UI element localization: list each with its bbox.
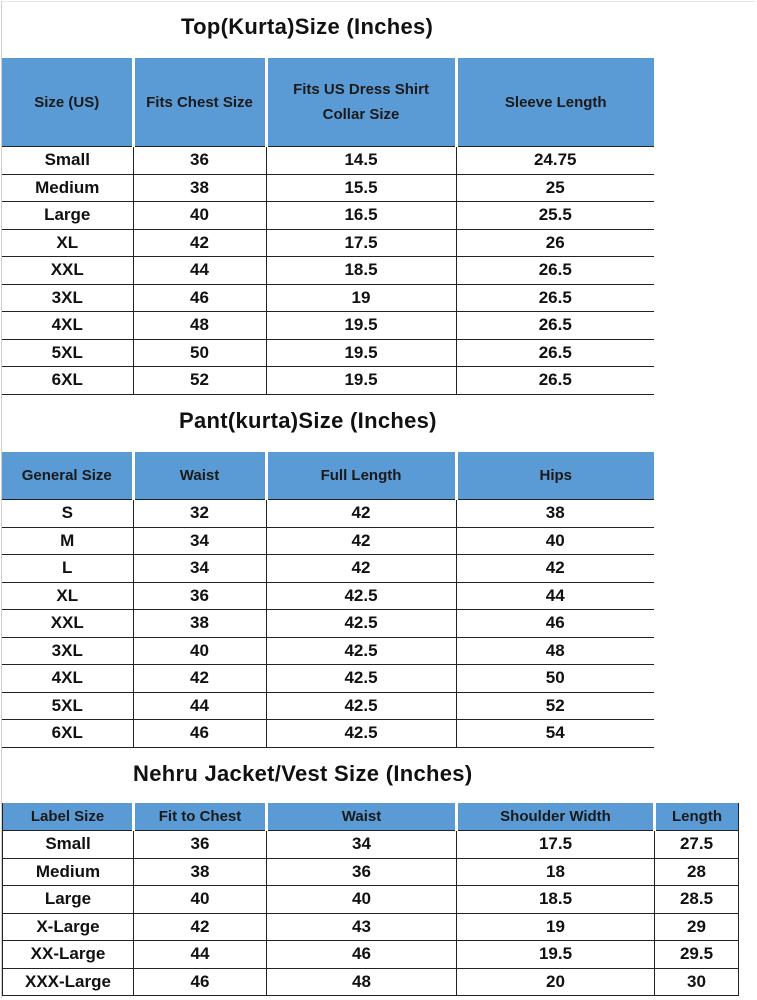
measurement-cell: 44 xyxy=(133,257,266,285)
size-label-cell: 4XL xyxy=(2,312,133,340)
table-row xyxy=(2,637,654,665)
measurement-cell: 26.5 xyxy=(456,339,654,367)
measurement-cell: 26.5 xyxy=(456,257,654,285)
measurement-cell: 19 xyxy=(457,913,655,941)
column-header: Hips xyxy=(456,452,654,500)
measurement-cell: 26 xyxy=(456,229,654,257)
jacket-size-body xyxy=(3,831,739,996)
measurement-cell: 40 xyxy=(456,527,654,555)
table-row xyxy=(2,610,654,638)
measurement-cell: 42.5 xyxy=(266,637,456,665)
measurement-cell: 16.5 xyxy=(266,202,456,230)
measurement-cell: 19 xyxy=(266,284,456,312)
table-row xyxy=(2,339,654,367)
measurement-cell: 44 xyxy=(134,941,267,969)
measurement-cell: 44 xyxy=(133,692,266,720)
measurement-cell: 38 xyxy=(133,174,266,202)
column-header: Waist xyxy=(267,803,457,831)
measurement-cell: 46 xyxy=(267,941,457,969)
measurement-cell: 19.5 xyxy=(457,941,655,969)
table-row xyxy=(2,229,654,257)
table-row xyxy=(3,968,739,996)
measurement-cell: 38 xyxy=(456,500,654,528)
measurement-cell: 18 xyxy=(457,858,655,886)
column-header: Fits US Dress Shirt Collar Size xyxy=(266,58,456,147)
table-row xyxy=(2,582,654,610)
measurement-cell: 46 xyxy=(133,720,266,748)
size-label-cell: XL xyxy=(2,229,133,257)
top-size-body xyxy=(2,147,654,395)
measurement-cell: 42.5 xyxy=(266,665,456,693)
measurement-cell: 29 xyxy=(655,913,739,941)
measurement-cell: 14.5 xyxy=(266,147,456,175)
column-header: Waist xyxy=(133,452,266,500)
measurement-cell: 42.5 xyxy=(266,582,456,610)
measurement-cell: 36 xyxy=(267,858,457,886)
measurement-cell: 17.5 xyxy=(457,831,655,859)
measurement-cell: 42 xyxy=(266,555,456,583)
measurement-cell: 24.75 xyxy=(456,147,654,175)
measurement-cell: 29.5 xyxy=(655,941,739,969)
table-row xyxy=(2,312,654,340)
measurement-cell: 36 xyxy=(133,147,266,175)
size-label-cell: 6XL xyxy=(2,720,133,748)
measurement-cell: 42.5 xyxy=(266,610,456,638)
measurement-cell: 42.5 xyxy=(266,720,456,748)
table-row xyxy=(3,858,739,886)
jacket-size-table xyxy=(2,803,739,996)
measurement-cell: 15.5 xyxy=(266,174,456,202)
table-row xyxy=(3,913,739,941)
measurement-cell: 40 xyxy=(133,637,266,665)
measurement-cell: 32 xyxy=(133,500,266,528)
pant-size-title: Pant(kurta)Size (Inches) xyxy=(179,408,437,433)
table-row xyxy=(2,527,654,555)
top-size-header-row xyxy=(2,58,654,147)
column-header: Fits Chest Size xyxy=(133,58,266,147)
measurement-cell: 46 xyxy=(133,284,266,312)
table-row xyxy=(2,367,654,395)
column-header: General Size xyxy=(2,452,133,500)
column-header: Size (US) xyxy=(2,58,133,147)
measurement-cell: 34 xyxy=(267,831,457,859)
measurement-cell: 52 xyxy=(456,692,654,720)
top-size-table xyxy=(2,58,654,395)
size-label-cell: Large xyxy=(3,886,134,914)
size-label-cell: S xyxy=(2,500,133,528)
pant-size-body xyxy=(2,500,654,748)
size-label-cell: 6XL xyxy=(2,367,133,395)
measurement-cell: 27.5 xyxy=(655,831,739,859)
measurement-cell: 40 xyxy=(267,886,457,914)
measurement-cell: 28 xyxy=(655,858,739,886)
table-row xyxy=(2,174,654,202)
jacket-size-header-row xyxy=(3,803,739,831)
measurement-cell: 40 xyxy=(133,202,266,230)
measurement-cell: 36 xyxy=(133,582,266,610)
measurement-cell: 46 xyxy=(456,610,654,638)
measurement-cell: 46 xyxy=(134,968,267,996)
size-label-cell: 4XL xyxy=(2,665,133,693)
table-row xyxy=(2,202,654,230)
size-label-cell: XL xyxy=(2,582,133,610)
measurement-cell: 42 xyxy=(133,229,266,257)
measurement-cell: 42.5 xyxy=(266,692,456,720)
measurement-cell: 42 xyxy=(266,500,456,528)
table-row xyxy=(3,941,739,969)
measurement-cell: 28.5 xyxy=(655,886,739,914)
column-header: Label Size xyxy=(3,803,134,831)
measurement-cell: 25.5 xyxy=(456,202,654,230)
size-label-cell: 3XL xyxy=(2,284,133,312)
measurement-cell: 26.5 xyxy=(456,312,654,340)
measurement-cell: 25 xyxy=(456,174,654,202)
measurement-cell: 48 xyxy=(133,312,266,340)
table-row xyxy=(2,500,654,528)
column-header: Fit to Chest xyxy=(134,803,267,831)
measurement-cell: 26.5 xyxy=(456,367,654,395)
measurement-cell: 18.5 xyxy=(266,257,456,285)
size-label-cell: Large xyxy=(2,202,133,230)
measurement-cell: 40 xyxy=(134,886,267,914)
measurement-cell: 19.5 xyxy=(266,367,456,395)
measurement-cell: 48 xyxy=(456,637,654,665)
size-label-cell: XXL xyxy=(2,610,133,638)
measurement-cell: 42 xyxy=(456,555,654,583)
size-label-cell: Small xyxy=(3,831,134,859)
measurement-cell: 44 xyxy=(456,582,654,610)
size-label-cell: Small xyxy=(2,147,133,175)
measurement-cell: 50 xyxy=(133,339,266,367)
pant-size-header-row xyxy=(2,452,654,500)
table-row xyxy=(2,147,654,175)
size-label-cell: L xyxy=(2,555,133,583)
size-label-cell: XX-Large xyxy=(3,941,134,969)
measurement-cell: 38 xyxy=(133,610,266,638)
column-header: Length xyxy=(655,803,739,831)
measurement-cell: 42 xyxy=(133,665,266,693)
measurement-cell: 34 xyxy=(133,527,266,555)
column-header: Full Length xyxy=(266,452,456,500)
measurement-cell: 17.5 xyxy=(266,229,456,257)
table-row xyxy=(2,692,654,720)
measurement-cell: 30 xyxy=(655,968,739,996)
measurement-cell: 38 xyxy=(134,858,267,886)
table-row xyxy=(2,665,654,693)
top-size-title: Top(Kurta)Size (Inches) xyxy=(181,14,434,39)
measurement-cell: 19.5 xyxy=(266,312,456,340)
size-label-cell: Medium xyxy=(3,858,134,886)
jacket-size-title: Nehru Jacket/Vest Size (Inches) xyxy=(133,761,473,786)
table-row xyxy=(2,720,654,748)
measurement-cell: 43 xyxy=(267,913,457,941)
size-label-cell: XXL xyxy=(2,257,133,285)
measurement-cell: 42 xyxy=(134,913,267,941)
table-row xyxy=(2,555,654,583)
measurement-cell: 48 xyxy=(267,968,457,996)
table-row xyxy=(2,284,654,312)
measurement-cell: 20 xyxy=(457,968,655,996)
measurement-cell: 50 xyxy=(456,665,654,693)
size-label-cell: 3XL xyxy=(2,637,133,665)
measurement-cell: 18.5 xyxy=(457,886,655,914)
measurement-cell: 26.5 xyxy=(456,284,654,312)
size-label-cell: 5XL xyxy=(2,692,133,720)
measurement-cell: 36 xyxy=(134,831,267,859)
measurement-cell: 52 xyxy=(133,367,266,395)
size-label-cell: M xyxy=(2,527,133,555)
measurement-cell: 42 xyxy=(266,527,456,555)
measurement-cell: 19.5 xyxy=(266,339,456,367)
size-label-cell: X-Large xyxy=(3,913,134,941)
measurement-cell: 54 xyxy=(456,720,654,748)
table-row xyxy=(3,886,739,914)
measurement-cell: 34 xyxy=(133,555,266,583)
size-label-cell: 5XL xyxy=(2,339,133,367)
size-label-cell: XXX-Large xyxy=(3,968,134,996)
column-header: Shoulder Width xyxy=(457,803,655,831)
column-header: Sleeve Length xyxy=(456,58,654,147)
table-row xyxy=(3,831,739,859)
table-row xyxy=(2,257,654,285)
pant-size-table xyxy=(2,452,654,748)
size-label-cell: Medium xyxy=(2,174,133,202)
